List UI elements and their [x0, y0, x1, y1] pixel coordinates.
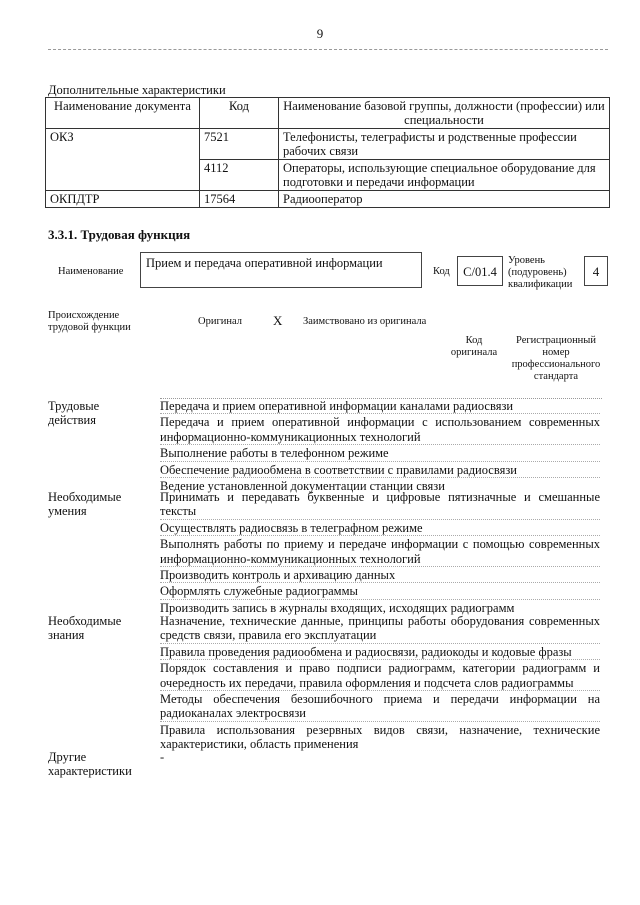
table-row: [46, 191, 610, 208]
list-item: Производить контроль и архивацию данных: [160, 568, 600, 583]
list-item: Оформлять служебные радиограммы: [160, 584, 600, 599]
table-row: [46, 129, 610, 160]
cell-code: 7521: [200, 129, 279, 160]
cell-code: 4112: [200, 160, 279, 191]
actions-list: [160, 399, 600, 494]
skills-list: [160, 490, 600, 616]
list-item: Передача и прием оперативной информации с использованием современных информационно-коммуникационных технологий: [160, 415, 600, 444]
skills-label: Необходимые умения: [48, 490, 122, 518]
list-item: Принимать и передавать буквенные и цифровые пятизначные и смешанные тексты: [160, 490, 600, 519]
cell-doc: ОКЗ: [46, 129, 200, 191]
orig-code-label: Код оригинала: [450, 335, 498, 358]
borrowed-label: Заимствовано из оригинала: [303, 316, 427, 327]
list-item: Производить запись в журналы входящих, исходящих радиограмм: [160, 600, 515, 615]
cell-doc: ОКПДТР: [46, 191, 200, 208]
knowledge-list: [160, 614, 600, 753]
list-item: Выполнение работы в телефонном режиме: [160, 446, 600, 461]
original-mark: X: [273, 313, 283, 328]
other-value-list: [160, 750, 600, 765]
page-number: 9: [316, 26, 324, 41]
list-item: Методы обеспечения безошибочного приема и передачи информации на радиоканалах электросвязи: [160, 692, 600, 721]
table-header-row: [46, 98, 610, 129]
list-item: Выполнять работы по приему и передаче информации с помощью современных информационно-коммуникационных технологий: [160, 537, 600, 566]
header-name: Наименование базовой группы, должности (профессии) или специальности: [279, 98, 610, 129]
list-item: Назначение, технические данные, принципы работы оборудования современных средств связи, правила его эксплуатации: [160, 614, 600, 643]
actions-label: Трудовые действия: [48, 399, 100, 427]
list-item: Правила проведения радиообмена и радиосвязи, радиокоды и кодовые фразы: [160, 645, 600, 660]
other-label: Другие характеристики: [48, 750, 132, 778]
name-label: Наименование: [58, 266, 124, 277]
function-code-box: C/01.4: [457, 256, 503, 286]
header-divider: [48, 49, 608, 50]
cell-name: Телефонисты, телеграфисты и родственные профессии рабочих связи: [279, 129, 610, 160]
header-code: Код: [200, 98, 279, 129]
level-label: Уровень (подуровень) квалификации: [508, 255, 573, 290]
list-item: Осуществлять радиосвязь в телеграфном режиме: [160, 521, 600, 536]
cell-name: Операторы, использующие специальное оборудование для подготовки и передачи информации: [279, 160, 610, 191]
other-value: -: [160, 750, 165, 764]
list-item: Ведение установленной документации станции связи: [160, 479, 445, 494]
list-item: Передача и прием оперативной информации каналами радиосвязи: [160, 399, 600, 414]
code-label: Код: [433, 266, 450, 277]
original-label: Оригинал: [198, 316, 242, 327]
knowledge-label: Необходимые знания: [48, 614, 122, 642]
function-title: 3.3.1. Трудовая функция: [48, 227, 191, 242]
cell-name: Радиооператор: [279, 191, 610, 208]
level-box: 4: [584, 256, 608, 286]
additional-caption: Дополнительные характеристики: [48, 83, 226, 97]
header-doc: Наименование документа: [46, 98, 200, 129]
list-item: Правила использования резервных видов связи, назначение, технические характеристики, область применения: [160, 722, 600, 752]
cell-code: 17564: [200, 191, 279, 208]
function-name-box: Прием и передача оперативной информации: [140, 252, 422, 288]
additional-table: [45, 97, 610, 208]
list-item: Обеспечение радиообмена в соответствии с правилами радиосвязи: [160, 463, 600, 478]
reg-number-label: Регистрационный номер профессионального стандарта: [511, 335, 601, 382]
origin-label: Происхождение трудовой функции: [48, 310, 131, 333]
list-item: Порядок составления и право подписи радиограмм, категории радиограмм и очередность их передачи, правила оформления и подсчета слов радиограммы: [160, 661, 600, 690]
